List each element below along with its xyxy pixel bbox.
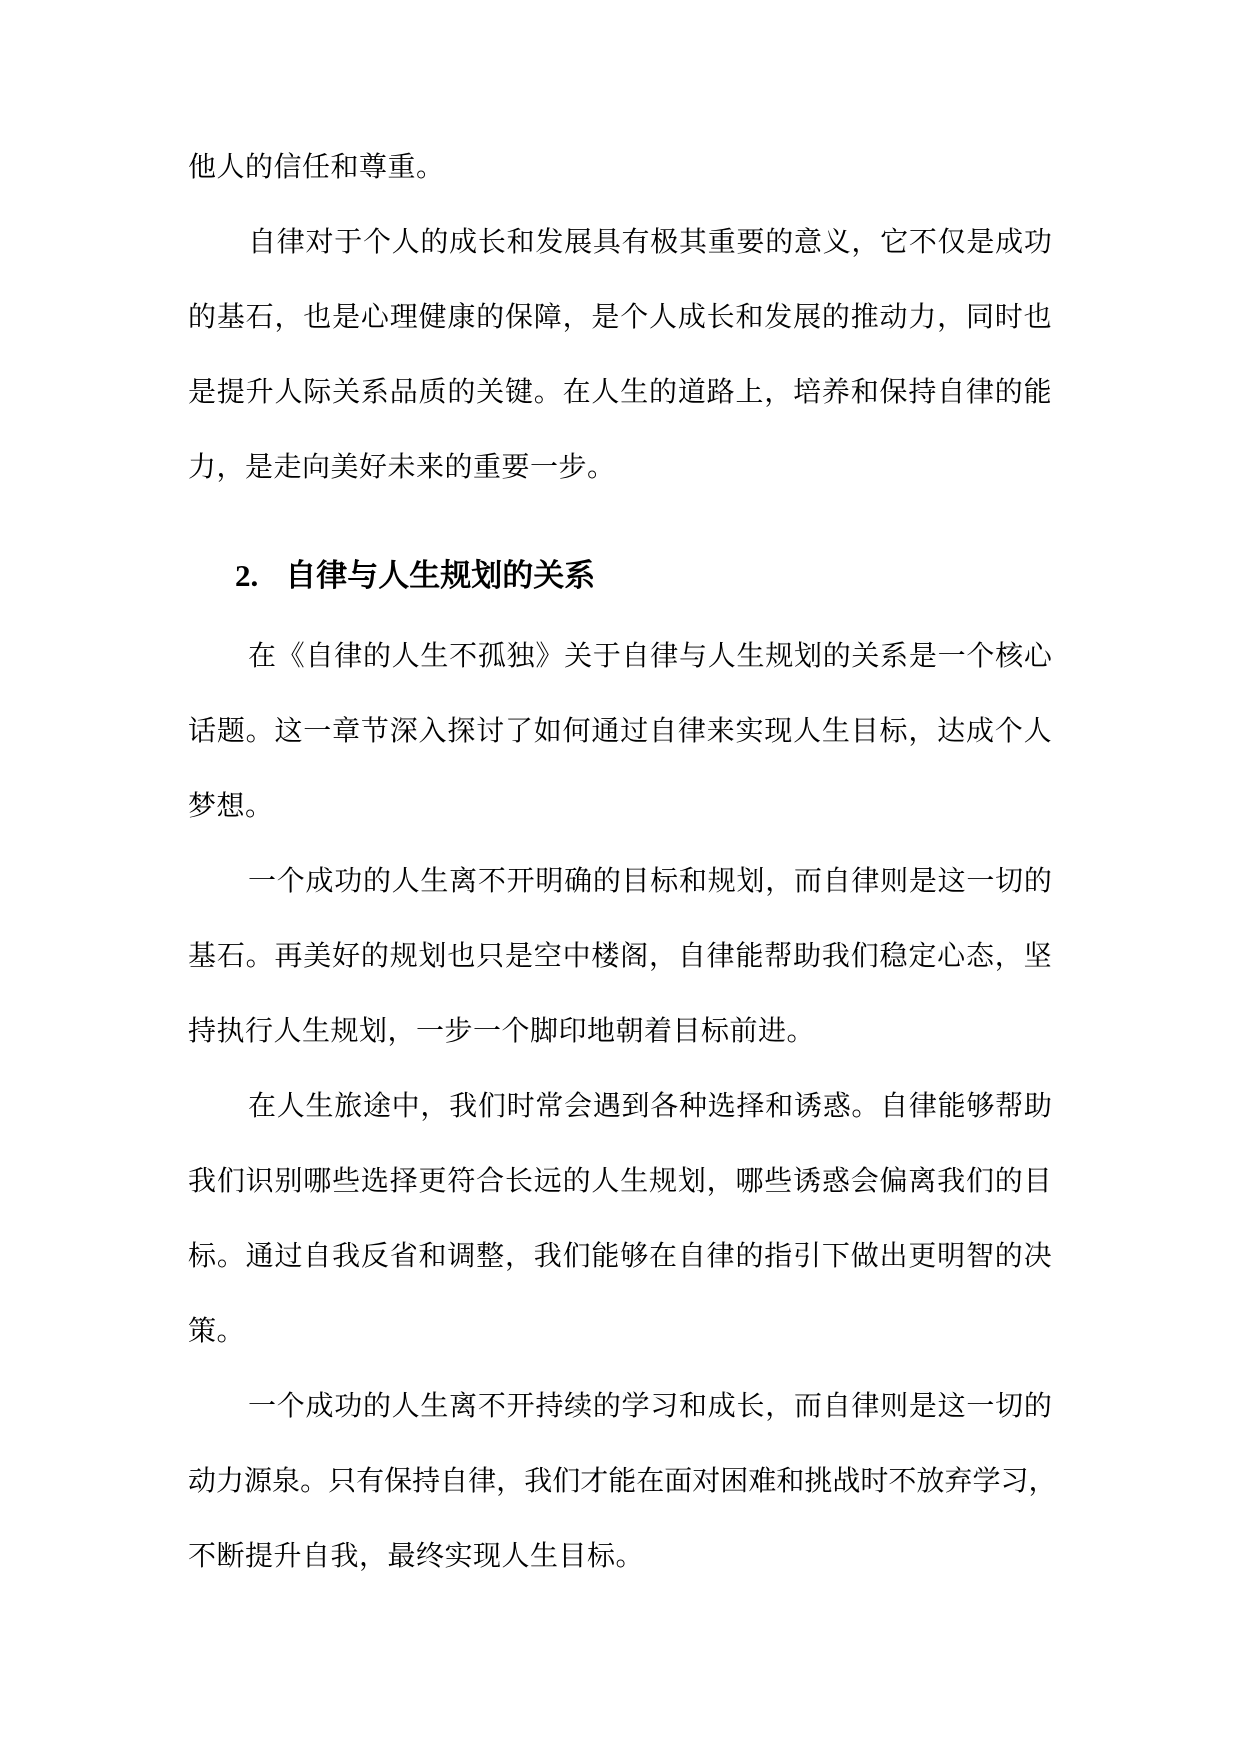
paragraph xyxy=(188,1069,1052,1369)
body-line: 在 人 生 旅 途 中 ， 我 们 时 常 会 遇 到 各 种 选 择 和 诱 惑 。 自 律 能 够 帮 助 xyxy=(248,1091,1052,1122)
body-line: 一 个 成 功 的 人 生 离 不 开 持 续 的 学 习 和 成 长 ， 而 自 律 则 是 这 一 切 的 xyxy=(248,1391,1052,1422)
body-line: 是 提 升 人 际 关 系 品 质 的 关 键 。 在 人 生 的 道 路 上 ， 培 养 和 保 持 自 律 的 能 xyxy=(188,377,1052,408)
body-line: 不断提升自我，最终实现人生目标。 xyxy=(188,1541,645,1572)
section-heading-number: 2. xyxy=(235,558,259,593)
body-line: 基 石 。 再 美 好 的 规 划 也 只 是 空 中 楼 阁 ， 自 律 能 帮 助 我 们 稳 定 心 态 ， 坚 xyxy=(188,941,1052,972)
body-line: 持执行人生规划，一步一个脚印地朝着目标前进。 xyxy=(188,1016,816,1047)
section-heading xyxy=(188,538,1052,613)
body-line: 的 基 石 ， 也 是 心 理 健 康 的 保 障 ， 是 个 人 成 长 和 发 展 的 推 动 力 ， 同 时 也 xyxy=(188,302,1052,333)
body-line: 动 力 源 泉 。 只 有 保 持 自 律 ， 我 们 才 能 在 面 对 困 难 和 挑 战 时 不 放 弃 学 习 ， xyxy=(188,1466,1057,1497)
document-body xyxy=(188,130,1057,1594)
paragraph xyxy=(188,1369,1057,1594)
body-line: 在 《 自 律 的 人 生 不 孤 独 》 关 于 自 律 与 人 生 规 划 的 关 系 是 一 个 核 心 xyxy=(248,641,1052,672)
body-line: 标 。 通 过 自 我 反 省 和 调 整 ， 我 们 能 够 在 自 律 的 指 引 下 做 出 更 明 智 的 决 xyxy=(188,1241,1052,1272)
section-heading-title: 自律与人生规划的关系 xyxy=(285,558,596,593)
paragraph xyxy=(188,619,1052,844)
body-line: 他人的信任和尊重。 xyxy=(188,152,445,183)
body-line: 自 律 对 于 个 人 的 成 长 和 发 展 具 有 极 其 重 要 的 意 义 ， 它 不 仅 是 成 功 xyxy=(248,227,1052,258)
body-line: 力，是走向美好未来的重要一步。 xyxy=(188,452,616,483)
body-line: 策。 xyxy=(188,1316,246,1347)
paragraph xyxy=(188,205,1052,505)
body-line: 话 题 。 这 一 章 节 深 入 探 讨 了 如 何 通 过 自 律 来 实 现 人 生 目 标 ， 达 成 个 人 xyxy=(188,716,1052,747)
body-line: 一 个 成 功 的 人 生 离 不 开 明 确 的 目 标 和 规 划 ， 而 自 律 则 是 这 一 切 的 xyxy=(248,866,1052,897)
paragraph xyxy=(188,130,1052,205)
paragraph xyxy=(188,844,1052,1069)
body-line: 梦想。 xyxy=(188,791,274,822)
body-line: 我 们 识 别 哪 些 选 择 更 符 合 长 远 的 人 生 规 划 ， 哪 些 诱 惑 会 偏 离 我 们 的 目 xyxy=(188,1166,1052,1197)
